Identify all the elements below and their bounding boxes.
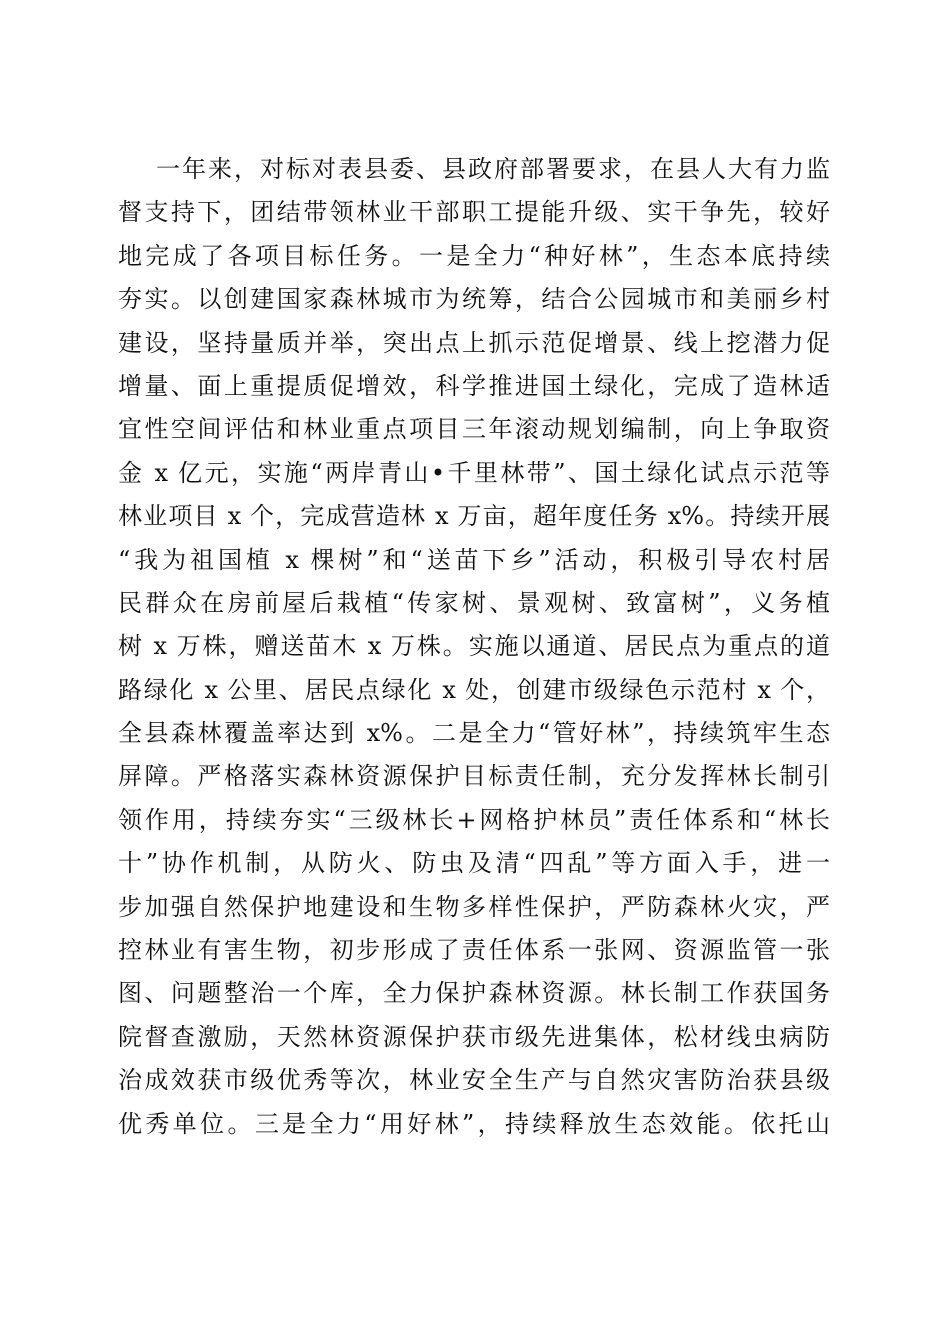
- paragraph-line: 建设，坚持量质并举，突出点上抓示范促增景、线上挖潜力促: [118, 328, 830, 357]
- paragraph-line: 十”协作机制，从防火、防虫及清“四乱”等方面入手，进一: [118, 849, 830, 878]
- paragraph-line: 金 x 亿元，实施“两岸青山•千里林带”、国土绿化试点示范等: [118, 458, 830, 487]
- paragraph-line: 全县森林覆盖率达到 x%。二是全力“管好林”，持续筑牢生态: [118, 719, 830, 748]
- paragraph-line: 控林业有害生物，初步形成了责任体系一张网、资源监管一张: [118, 936, 830, 965]
- paragraph-line: 增量、面上重提质促增效，科学推进国土绿化，完成了造林适: [118, 371, 830, 400]
- paragraph-line: 路绿化 x 公里、居民点绿化 x 处，创建市级绿色示范村 x 个，: [118, 675, 830, 704]
- paragraph-line: 优秀单位。三是全力“用好林”，持续释放生态效能。依托山: [118, 1109, 830, 1138]
- paragraph-line: 图、问题整治一个库，全力保护森林资源。林长制工作获国务: [118, 979, 830, 1008]
- paragraph-line: 林业项目 x 个，完成营造林 x 万亩，超年度任务 x%。持续开展: [118, 502, 830, 531]
- paragraph-line: 树 x 万株，赠送苗木 x 万株。实施以通道、居民点为重点的道: [118, 632, 830, 661]
- body-paragraph: [118, 148, 830, 1146]
- paragraph-line: 院督查激励，天然林资源保护获市级先进集体，松材线虫病防: [118, 1022, 830, 1051]
- paragraph-line: 屏障。严格落实森林资源保护目标责任制，充分发挥林长制引: [118, 762, 830, 791]
- paragraph-line: 民群众在房前屋后栽植“传家树、景观树、致富树”，义务植: [118, 588, 830, 617]
- paragraph-line: “我为祖国植 x 棵树”和“送苗下乡”活动，积极引导农村居: [118, 545, 830, 574]
- paragraph-line: 地完成了各项目标任务。一是全力“种好林”，生态本底持续: [118, 241, 830, 270]
- paragraph-line: 督支持下，团结带领林业干部职工提能升级、实干争先，较好: [118, 198, 830, 227]
- paragraph-line: 领作用，持续夯实“三级林长+网格护林员”责任体系和“林长: [118, 805, 830, 834]
- paragraph-line: 治成效获市级优秀等次，林业安全生产与自然灾害防治获县级: [118, 1066, 830, 1095]
- paragraph-line: 宜性空间评估和林业重点项目三年滚动规划编制，向上争取资: [118, 415, 830, 444]
- paragraph-line: 一年来，对标对表县委、县政府部署要求，在县人大有力监: [156, 155, 830, 183]
- paragraph-line: 步加强自然保护地建设和生物多样性保护，严防森林火灾，严: [118, 892, 830, 921]
- paragraph-line: 夯实。以创建国家森林城市为统筹，结合公园城市和美丽乡村: [118, 285, 830, 314]
